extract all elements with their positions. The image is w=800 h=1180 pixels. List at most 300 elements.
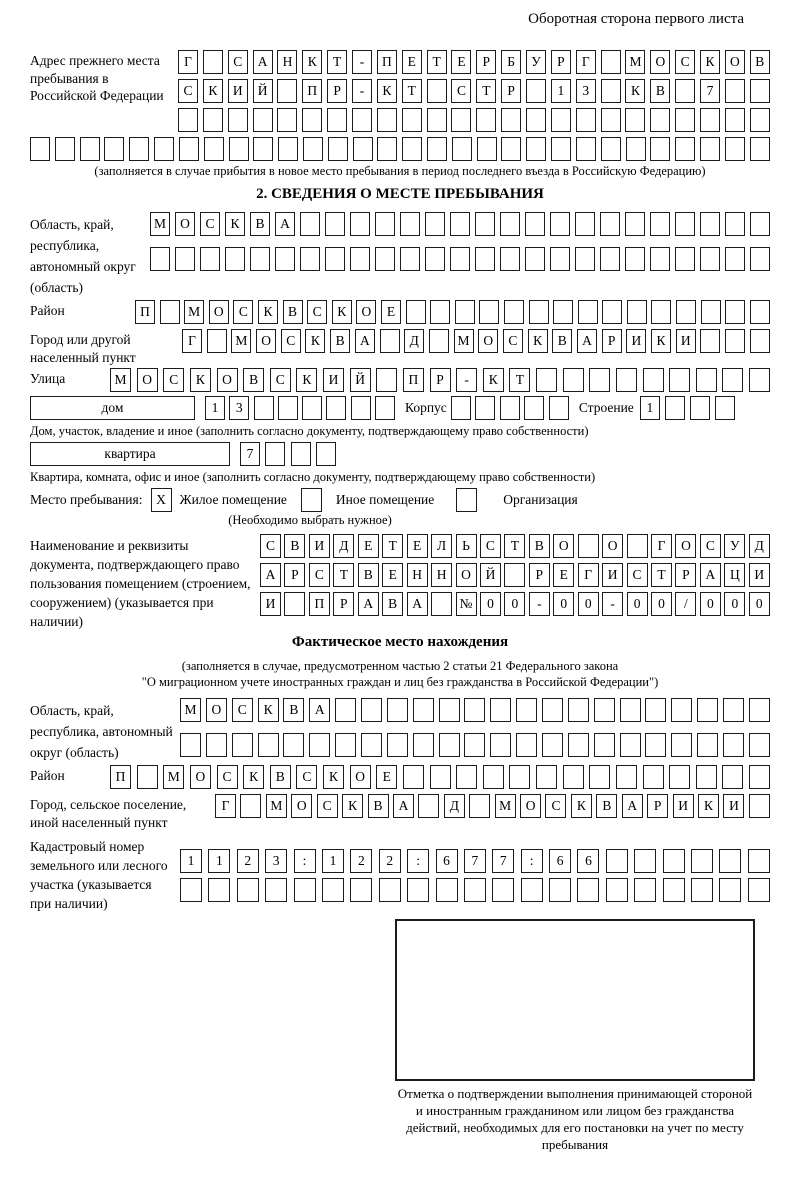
char-cell: - xyxy=(529,592,550,616)
option-organizaciya-label: Организация xyxy=(503,492,578,507)
char-cell: Т xyxy=(382,534,403,558)
char-cell xyxy=(80,137,100,161)
char-cell: О xyxy=(553,534,574,558)
char-cell: Р xyxy=(647,794,668,818)
char-cell xyxy=(250,247,270,271)
char-cell: 7 xyxy=(240,442,260,466)
char-cell: А xyxy=(700,563,721,587)
char-cell xyxy=(750,212,770,236)
char-cell: Н xyxy=(277,50,297,74)
char-cell xyxy=(479,300,499,324)
char-cell xyxy=(206,733,227,757)
char-cell xyxy=(725,247,745,271)
char-cell xyxy=(529,300,549,324)
stamp-area xyxy=(395,919,755,1153)
char-cell: О xyxy=(256,329,276,353)
char-cell: Л xyxy=(431,534,452,558)
char-cell xyxy=(553,300,573,324)
char-cell: 0 xyxy=(480,592,501,616)
char-cell: Д xyxy=(444,794,465,818)
char-cell xyxy=(690,396,710,420)
char-cell xyxy=(326,396,346,420)
char-cell xyxy=(455,300,475,324)
char-cell xyxy=(275,247,295,271)
char-cell xyxy=(335,733,356,757)
char-cell: К xyxy=(651,329,671,353)
char-cell xyxy=(563,368,584,392)
char-cell: Р xyxy=(501,79,521,103)
char-cell: С xyxy=(627,563,648,587)
char-cell xyxy=(284,592,305,616)
char-cell xyxy=(749,368,770,392)
char-cell xyxy=(601,79,621,103)
char-cell: Е xyxy=(407,534,428,558)
prev-address-caption: (заполняется в случае прибытия в новое место пребывания в период последнего въезда в Российскую Федерацию) xyxy=(94,164,706,178)
prev-address-block xyxy=(30,50,770,132)
char-cell xyxy=(178,108,198,132)
char-cell: Р xyxy=(333,592,354,616)
char-cell xyxy=(700,247,720,271)
char-cell: - xyxy=(602,592,623,616)
cadastre-block xyxy=(30,835,770,913)
cadastre-rows xyxy=(180,835,770,902)
char-cell xyxy=(464,878,486,902)
region3-rows xyxy=(180,698,770,757)
char-cell xyxy=(464,733,485,757)
char-cell xyxy=(228,108,248,132)
char-cell: 0 xyxy=(504,592,525,616)
section2-title: 2. СВЕДЕНИЯ О МЕСТЕ ПРЕБЫВАНИЯ xyxy=(256,186,544,202)
char-cell xyxy=(490,733,511,757)
district3-row xyxy=(110,765,770,789)
document-row-2 xyxy=(260,563,770,587)
char-cell xyxy=(254,396,274,420)
char-cell xyxy=(749,765,770,789)
char-cell: 1 xyxy=(322,849,344,873)
city-block xyxy=(30,329,770,366)
char-cell xyxy=(427,108,447,132)
char-cell: 7 xyxy=(700,79,720,103)
region-block xyxy=(30,212,770,298)
char-cell: П xyxy=(377,50,397,74)
char-cell: Т xyxy=(427,50,447,74)
char-cell: И xyxy=(676,329,696,353)
char-cell xyxy=(303,137,323,161)
char-cell: 1 xyxy=(551,79,571,103)
stay-type-caption: (Необходимо выбрать нужное) xyxy=(228,513,392,527)
char-cell: 7 xyxy=(492,849,514,873)
region3-row-2 xyxy=(180,733,770,757)
char-cell: О xyxy=(650,50,670,74)
char-cell: А xyxy=(260,563,281,587)
char-cell: Г xyxy=(182,329,202,353)
char-cell: Е xyxy=(451,50,471,74)
char-cell: А xyxy=(393,794,414,818)
char-cell xyxy=(577,878,599,902)
char-cell xyxy=(725,212,745,236)
char-cell: Й xyxy=(480,563,501,587)
char-cell xyxy=(589,765,610,789)
char-cell: Т xyxy=(504,534,525,558)
char-cell: П xyxy=(403,368,424,392)
char-cell xyxy=(451,396,471,420)
char-cell: У xyxy=(724,534,745,558)
char-cell xyxy=(500,212,520,236)
char-cell: 0 xyxy=(553,592,574,616)
char-cell: Т xyxy=(651,563,672,587)
char-cell: Е xyxy=(381,300,401,324)
char-cell: № xyxy=(456,592,477,616)
char-cell xyxy=(175,247,195,271)
char-cell xyxy=(643,765,664,789)
cadastre-label: Кадастровый номер земельного или лесного участка (указывается при наличии) xyxy=(30,839,168,911)
char-cell: И xyxy=(309,534,330,558)
char-cell xyxy=(207,329,227,353)
char-cell xyxy=(154,137,174,161)
char-cell xyxy=(645,698,666,722)
char-cell xyxy=(575,212,595,236)
char-cell: К xyxy=(377,79,397,103)
char-cell xyxy=(691,878,713,902)
region-row-1 xyxy=(150,212,770,236)
apartment-caption: Квартира, комната, офис и иное (заполнить согласно документу, подтверждающему право собственности) xyxy=(30,470,596,484)
stay-type-label: Место пребывания: xyxy=(30,492,143,507)
char-cell xyxy=(749,698,770,722)
char-cell: Р xyxy=(476,50,496,74)
char-cell: : xyxy=(521,849,543,873)
char-cell: Г xyxy=(576,50,596,74)
char-cell xyxy=(675,79,695,103)
char-cell: К xyxy=(342,794,363,818)
char-cell: А xyxy=(309,698,330,722)
char-cell xyxy=(526,108,546,132)
apartment-line xyxy=(30,442,770,466)
char-cell xyxy=(700,329,720,353)
char-cell: С xyxy=(451,79,471,103)
char-cell: К xyxy=(483,368,504,392)
char-cell: И xyxy=(323,368,344,392)
char-cell: В xyxy=(529,534,550,558)
char-cell: К xyxy=(302,50,322,74)
city3-block xyxy=(30,794,770,831)
region3-label: Область, край, республика, автономный округ (область) xyxy=(30,703,173,760)
char-cell: А xyxy=(355,329,375,353)
char-cell xyxy=(160,300,180,324)
char-cell xyxy=(377,137,397,161)
char-cell xyxy=(594,733,615,757)
char-cell xyxy=(291,442,311,466)
char-cell xyxy=(316,442,336,466)
char-cell xyxy=(650,137,670,161)
char-cell: Т xyxy=(509,368,530,392)
char-cell: 0 xyxy=(627,592,648,616)
char-cell xyxy=(675,108,695,132)
char-cell xyxy=(400,247,420,271)
section3-caption-1: (заполняется в случае, предусмотренном частью 2 статьи 21 Федерального закона xyxy=(181,659,619,673)
char-cell: 1 xyxy=(180,849,202,873)
char-cell: В xyxy=(284,534,305,558)
char-cell xyxy=(500,396,520,420)
char-cell xyxy=(627,534,648,558)
char-cell xyxy=(526,79,546,103)
char-cell: Р xyxy=(327,79,347,103)
checkbox-inoe xyxy=(301,488,322,512)
char-cell: Е xyxy=(553,563,574,587)
char-cell: : xyxy=(407,849,429,873)
char-cell xyxy=(620,698,641,722)
char-cell: С xyxy=(480,534,501,558)
char-cell: В xyxy=(283,698,304,722)
char-cell xyxy=(589,368,610,392)
char-cell xyxy=(475,396,495,420)
char-cell xyxy=(748,849,770,873)
char-cell xyxy=(413,698,434,722)
char-cell: В xyxy=(270,765,291,789)
char-cell: М xyxy=(266,794,287,818)
char-cell xyxy=(309,733,330,757)
char-cell: 3 xyxy=(229,396,249,420)
char-cell: К xyxy=(698,794,719,818)
char-cell xyxy=(377,108,397,132)
char-cell xyxy=(475,247,495,271)
section3-caption-2: "О миграционном учете иностранных граждан и лиц без гражданства в Российской Федерации") xyxy=(141,675,659,689)
char-cell xyxy=(575,247,595,271)
char-cell xyxy=(634,878,656,902)
char-cell xyxy=(750,247,770,271)
section3-title: Фактическое место нахождения xyxy=(291,634,509,650)
char-cell: 0 xyxy=(749,592,770,616)
char-cell xyxy=(625,108,645,132)
char-cell xyxy=(549,396,569,420)
city-label: Город или другой населенный пункт xyxy=(30,332,136,365)
house-number-row xyxy=(205,396,395,420)
char-cell: В xyxy=(650,79,670,103)
char-cell xyxy=(302,108,322,132)
char-cell xyxy=(723,733,744,757)
char-cell: А xyxy=(253,50,273,74)
char-cell xyxy=(516,698,537,722)
char-cell xyxy=(300,212,320,236)
char-cell xyxy=(669,368,690,392)
char-cell: С xyxy=(232,698,253,722)
char-cell xyxy=(475,212,495,236)
char-cell: Б xyxy=(501,50,521,74)
char-cell: К xyxy=(571,794,592,818)
char-cell xyxy=(322,878,344,902)
char-cell xyxy=(430,765,451,789)
char-cell xyxy=(509,765,530,789)
char-cell xyxy=(578,300,598,324)
char-cell: 2 xyxy=(237,849,259,873)
char-cell: 6 xyxy=(436,849,458,873)
district-label: Район xyxy=(30,303,65,318)
char-cell xyxy=(353,137,373,161)
char-cell: К xyxy=(203,79,223,103)
char-cell: Й xyxy=(253,79,273,103)
checkbox-zhiloe: X xyxy=(151,488,172,512)
char-cell xyxy=(536,368,557,392)
char-cell: А xyxy=(622,794,643,818)
char-cell: М xyxy=(180,698,201,722)
char-cell xyxy=(278,396,298,420)
char-cell xyxy=(725,137,745,161)
char-cell: 2 xyxy=(350,849,372,873)
char-cell: О xyxy=(206,698,227,722)
stroenie-label: Строение xyxy=(578,400,634,415)
char-cell xyxy=(203,108,223,132)
char-cell xyxy=(351,396,371,420)
prev-address-row-4 xyxy=(30,137,770,161)
char-cell: 2 xyxy=(379,849,401,873)
char-cell: П xyxy=(110,765,131,789)
page-header: Оборотная сторона первого листа xyxy=(528,11,744,27)
char-cell: С xyxy=(200,212,220,236)
char-cell xyxy=(671,733,692,757)
char-cell xyxy=(476,108,496,132)
char-cell: 1 xyxy=(640,396,660,420)
char-cell: И xyxy=(723,794,744,818)
char-cell xyxy=(253,108,273,132)
char-cell: С xyxy=(307,300,327,324)
char-cell xyxy=(328,137,348,161)
char-cell xyxy=(436,878,458,902)
char-cell xyxy=(278,137,298,161)
char-cell xyxy=(601,108,621,132)
char-cell xyxy=(229,137,249,161)
char-cell: М xyxy=(184,300,204,324)
char-cell xyxy=(606,849,628,873)
char-cell: П xyxy=(302,79,322,103)
char-cell: Р xyxy=(529,563,550,587)
char-cell: - xyxy=(352,50,372,74)
char-cell xyxy=(696,368,717,392)
char-cell xyxy=(725,79,745,103)
char-cell: О xyxy=(175,212,195,236)
char-cell xyxy=(300,247,320,271)
char-cell xyxy=(643,368,664,392)
char-cell xyxy=(725,300,745,324)
char-cell: В xyxy=(368,794,389,818)
city3-row xyxy=(215,794,770,818)
street-block xyxy=(30,368,770,392)
district3-block xyxy=(30,765,770,789)
char-cell: Р xyxy=(551,50,571,74)
stamp-caption: Отметка о подтверждении выполнения принимающей стороной и иностранным гражданином или лицом без гражданства действий, необходимых для его постановки на учет по месту пребывания xyxy=(397,1086,753,1152)
char-cell xyxy=(208,878,230,902)
char-cell: 7 xyxy=(464,849,486,873)
char-cell xyxy=(413,733,434,757)
char-cell xyxy=(325,212,345,236)
char-cell: Е xyxy=(376,765,397,789)
char-cell xyxy=(601,137,621,161)
char-cell: К xyxy=(332,300,352,324)
char-cell: С xyxy=(233,300,253,324)
char-cell xyxy=(439,733,460,757)
char-cell: М xyxy=(150,212,170,236)
char-cell xyxy=(675,212,695,236)
char-cell xyxy=(663,878,685,902)
cadastre-row-2 xyxy=(180,878,770,902)
option-zhiloe-label: Жилое помещение xyxy=(179,492,287,507)
char-cell xyxy=(701,300,721,324)
char-cell xyxy=(748,878,770,902)
apartment-row xyxy=(240,442,336,466)
char-cell: С xyxy=(270,368,291,392)
document-row-3 xyxy=(260,592,770,616)
char-cell: О xyxy=(456,563,477,587)
char-cell xyxy=(283,733,304,757)
char-cell xyxy=(294,878,316,902)
char-cell xyxy=(669,765,690,789)
char-cell: Р xyxy=(675,563,696,587)
char-cell: Г xyxy=(178,50,198,74)
char-cell xyxy=(451,108,471,132)
char-cell: К xyxy=(625,79,645,103)
char-cell: К xyxy=(700,50,720,74)
char-cell: Т xyxy=(476,79,496,103)
char-cell xyxy=(380,329,400,353)
char-cell xyxy=(418,794,439,818)
char-cell xyxy=(483,765,504,789)
char-cell xyxy=(750,79,770,103)
char-cell: С xyxy=(228,50,248,74)
char-cell: И xyxy=(602,563,623,587)
char-cell xyxy=(425,247,445,271)
district3-label: Район xyxy=(30,768,65,783)
char-cell xyxy=(265,878,287,902)
char-cell xyxy=(504,563,525,587)
char-cell: 0 xyxy=(651,592,672,616)
char-cell: О xyxy=(725,50,745,74)
char-cell xyxy=(563,765,584,789)
char-cell xyxy=(400,212,420,236)
char-cell xyxy=(578,534,599,558)
char-cell xyxy=(469,794,490,818)
char-cell: К xyxy=(258,698,279,722)
char-cell xyxy=(203,50,223,74)
char-cell xyxy=(277,79,297,103)
char-cell xyxy=(429,329,449,353)
prev-address-row-2 xyxy=(178,79,770,103)
char-cell xyxy=(200,247,220,271)
char-cell xyxy=(696,765,717,789)
char-cell xyxy=(450,247,470,271)
char-cell xyxy=(645,733,666,757)
char-cell xyxy=(606,878,628,902)
char-cell xyxy=(651,300,671,324)
char-cell xyxy=(253,137,273,161)
char-cell: К xyxy=(296,368,317,392)
char-cell xyxy=(576,137,596,161)
char-cell xyxy=(665,396,685,420)
region-rows xyxy=(150,212,770,271)
char-cell xyxy=(722,765,743,789)
char-cell: К xyxy=(323,765,344,789)
char-cell: К xyxy=(243,765,264,789)
char-cell: О xyxy=(350,765,371,789)
char-cell: Т xyxy=(333,563,354,587)
char-cell: К xyxy=(190,368,211,392)
char-cell xyxy=(616,765,637,789)
char-cell: А xyxy=(577,329,597,353)
char-cell: К xyxy=(225,212,245,236)
char-cell xyxy=(456,765,477,789)
char-cell xyxy=(676,300,696,324)
char-cell: О xyxy=(478,329,498,353)
char-cell xyxy=(625,212,645,236)
char-cell: Д xyxy=(404,329,424,353)
region3-row-1 xyxy=(180,698,770,722)
